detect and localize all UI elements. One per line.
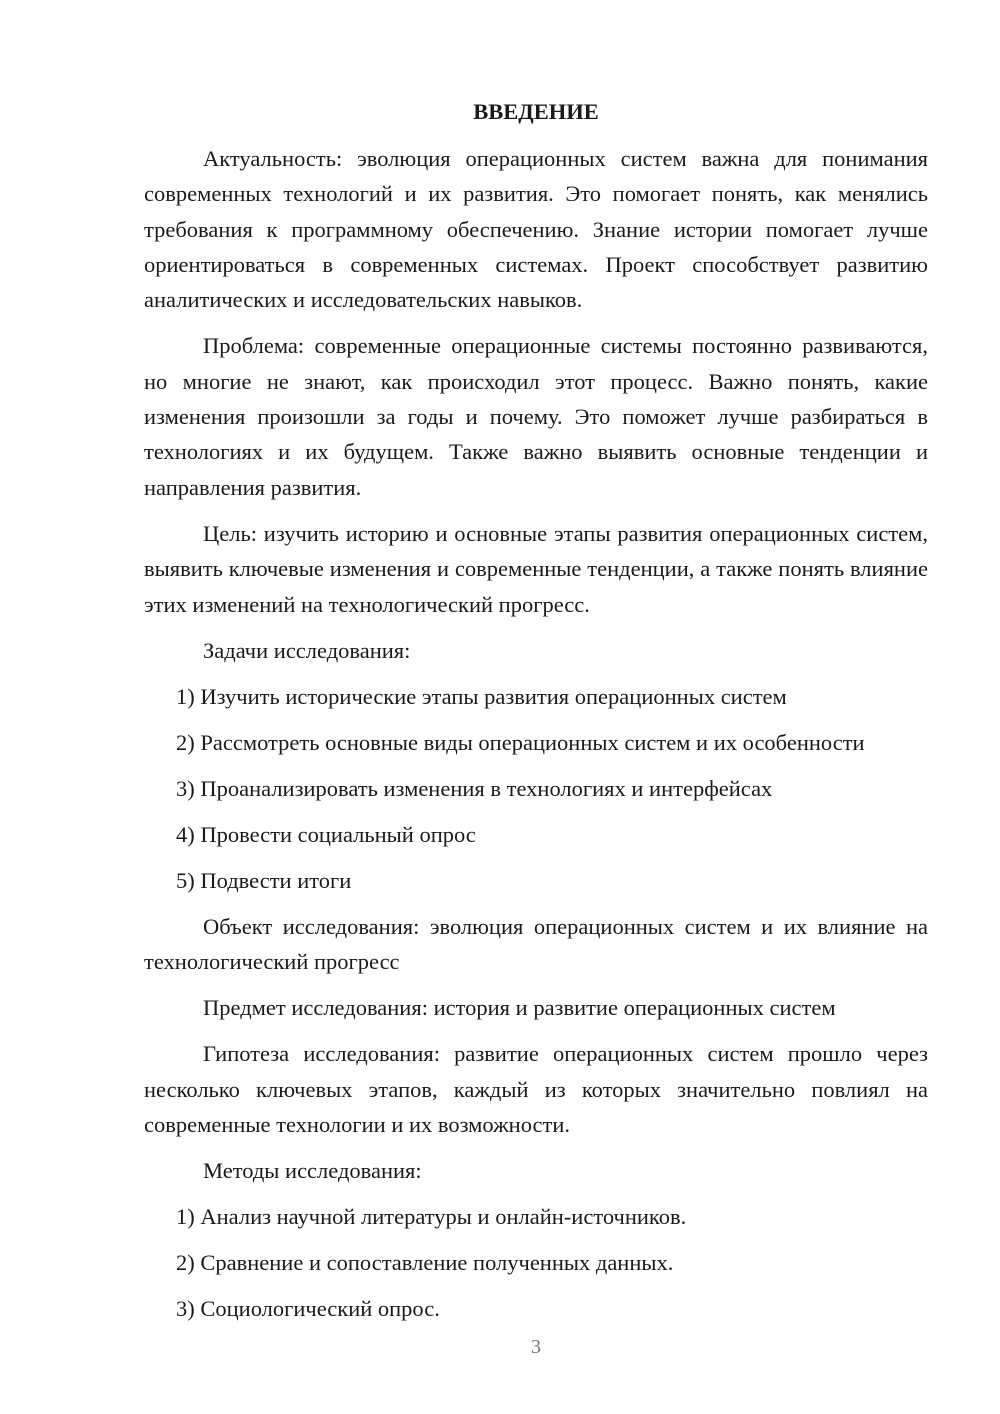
task-item: 3) Проанализировать изменения в технологиях и интерфейсах — [176, 775, 773, 801]
method-item: 1) Анализ научной литературы и онлайн-источников. — [176, 1204, 687, 1230]
methods-list — [144, 1199, 928, 1326]
task-item: 1) Изучить исторические этапы развития операционных систем — [176, 683, 787, 709]
task-item: 2) Рассмотреть основные виды операционных систем и их особенности — [176, 729, 865, 755]
method-item: 2) Сравнение и сопоставление полученных данных. — [176, 1250, 674, 1276]
method-item: 3) Социологический опрос. — [176, 1296, 440, 1322]
relevance-paragraph: Актуальность: эволюция операционных систем важна для понимания современных технологий и их развития. Это помогает понять, как менялись требования к программному обеспечению. Знание истории помогает лучше ориентироваться в современных системах. Проект способствует развитию аналитических и исследовательских навыков. — [144, 146, 928, 313]
tasks-list — [144, 679, 928, 898]
subject-paragraph: Предмет исследования: история и развитие операционных систем — [203, 995, 836, 1021]
task-item: 5) Подвести итоги — [176, 867, 352, 893]
tasks-label: Задачи исследования: — [203, 637, 411, 663]
task-item: 4) Провести социальный опрос — [176, 821, 476, 847]
methods-label: Методы исследования: — [203, 1158, 422, 1184]
goal-paragraph: Цель: изучить историю и основные этапы развития операционных систем, выявить ключевые изменения и современные тенденции, а также понять влияние этих изменений на технологический прогресс. — [144, 520, 928, 617]
problem-paragraph: Проблема: современные операционные системы постоянно развиваются, но многие не знают, как происходил этот процесс. Важно понять, какие изменения произошли за годы и почему. Это поможет лучше разбираться в технологиях и их будущем. Также важно выявить основные тенденции и направления развития. — [144, 333, 928, 500]
page-number: 3 — [531, 1336, 541, 1358]
hypothesis-paragraph: Гипотеза исследования: развитие операционных систем прошло через несколько ключевых этапов, каждый из которых значительно повлиял на современные технологии и их возможности. — [144, 1041, 928, 1138]
object-paragraph: Объект исследования: эволюция операционных систем и их влияние на технологический прогресс — [144, 913, 928, 975]
page-content — [144, 94, 928, 1337]
section-heading: ВВЕДЕНИЕ — [473, 99, 599, 124]
